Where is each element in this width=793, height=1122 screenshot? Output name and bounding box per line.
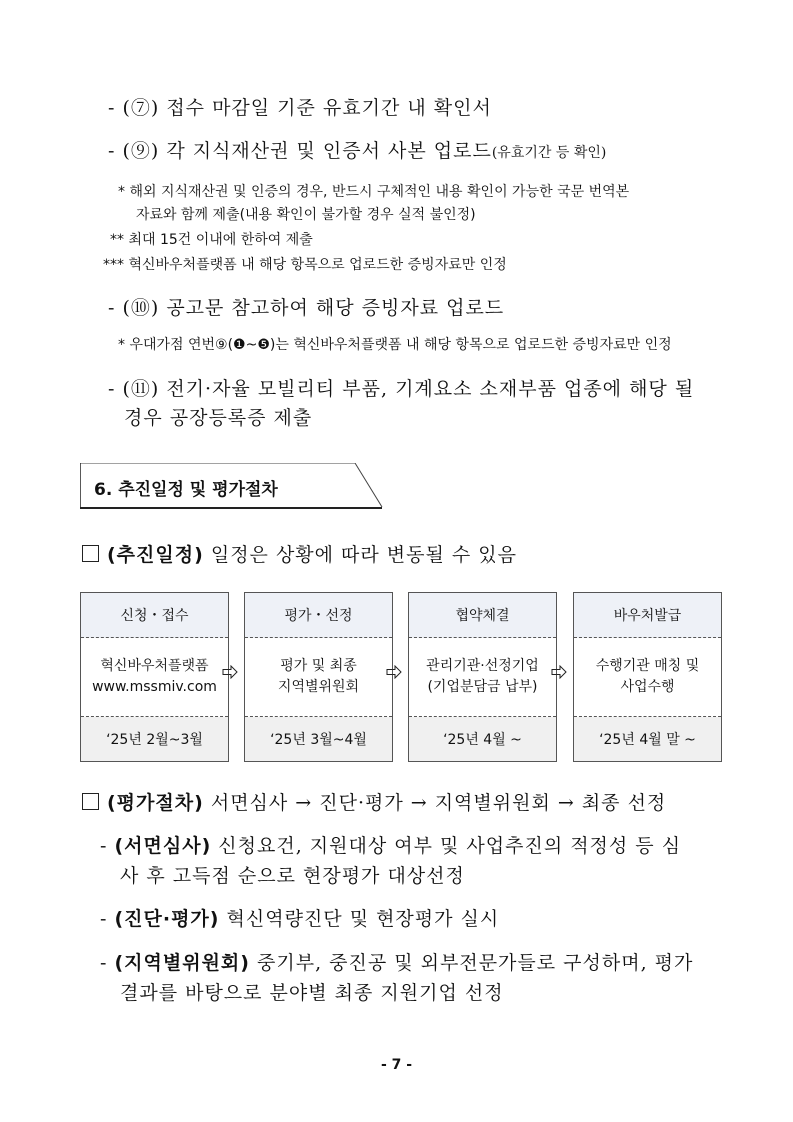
evaluation-text: 서면심사 → 진단·평가 → 지역별위원회 → 최종 선정 [203,792,667,814]
stage-body-line: (기업분담금 납부) [427,679,538,695]
stage-body-line: 관리기관·선정기업 [426,658,539,674]
stage-box [244,592,393,762]
eval-item-label: (지역별위원회) [114,952,250,974]
stage-body-line: 평가 및 최종 [280,658,357,674]
item-prefix: - (⑨) [108,140,167,162]
stage-box [80,592,229,762]
list-item-11: - (⑪) 전기·자율 모빌리티 부품, 기계요소 소재부품 업종에 해당 될 [108,378,695,400]
section-title: 6. 추진일정 및 평가절차 [94,480,278,500]
stage-body-line: 사업수행 [620,679,675,695]
note-line: ** 최대 15건 이내에 한하여 제출 [110,232,313,248]
list-item-10 [108,293,504,320]
checkbox-square-icon [82,793,99,810]
list-item-11-cont: 경우 공장등록증 제출 [124,407,313,429]
stage-title: 평가・선정 [245,593,392,638]
stage-title: 바우처발급 [574,593,721,638]
item-prefix: - (⑩) [108,297,167,319]
list-item-7 [108,93,492,120]
item-text: 각 지식재산권 및 인증서 사본 업로드 [166,140,492,162]
item-suffix: (유효기간 등 확인) [491,145,607,161]
eval-item-committee [100,948,693,975]
stage-body [245,638,392,717]
stage-body [81,638,228,717]
stage-box [408,592,557,762]
eval-item-text: 신청요건, 지원대상 여부 및 사업추진의 적정성 등 심 [211,835,682,857]
list-item-9 [108,136,606,163]
stage-date: ‘25년 4월 말 ~ [574,717,721,761]
eval-item-label: (서면심사) [114,835,212,857]
item-prefix: - (⑦) [108,97,167,119]
evaluation-heading [82,788,666,815]
schedule-heading [82,540,517,567]
stage-title: 협약체결 [409,593,556,638]
item-prefix: - [100,908,115,930]
item-text: 접수 마감일 기준 유효기간 내 확인서 [166,97,492,119]
note-line: 자료와 함께 제출(내용 확인이 불가할 경우 실적 불인정) [136,207,476,223]
right-arrow-icon [222,665,238,679]
note-line: * 우대가점 연번⑨(❶~❺)는 혁신바우처플랫폼 내 해당 항목으로 업로드한 증빙자료만 인정 [118,337,672,353]
eval-item-text: 중기부, 중진공 및 외부전문가들로 구성하며, 평가 [249,952,694,974]
eval-item-text: 혁신역량진단 및 현장평가 실시 [219,908,500,930]
evaluation-label: (평가절차) [107,792,204,814]
stage-date: ‘25년 3월~4월 [245,717,392,761]
item-prefix: - [100,952,115,974]
stage-title: 신청・접수 [81,593,228,638]
eval-item-committee-cont: 결과를 바탕으로 분야별 최종 지원기업 선정 [120,982,504,1004]
stage-box [573,592,722,762]
eval-item-label: (진단·평가) [114,908,220,930]
note-line: * 해외 지식재산권 및 인증의 경우, 반드시 구체적인 내용 확인이 가능한 국문 번역본 [118,184,630,200]
stage-date: ‘25년 4월 ~ [409,717,556,761]
eval-item-document-review-cont: 사 후 고득점 순으로 현장평가 대상선정 [120,865,465,887]
stage-body-line: 혁신바우처플랫폼 [100,658,209,674]
note-line: *** 혁신바우처플랫폼 내 해당 항목으로 업로드한 증빙자료만 인정 [103,257,507,273]
item-text: 공고문 참고하여 해당 증빙자료 업로드 [166,297,505,319]
right-arrow-icon [386,665,402,679]
checkbox-square-icon [82,545,99,562]
eval-item-diagnosis [100,904,499,931]
stage-date: ‘25년 2월~3월 [81,717,228,761]
stage-body [409,638,556,717]
schedule-label: (추진일정) [107,544,204,566]
stage-body-line: 지역별위원회 [277,679,360,695]
item-prefix: - [100,835,115,857]
schedule-text: 일정은 상황에 따라 변동될 수 있음 [203,544,517,566]
eval-item-document-review [100,831,681,858]
page-number: - 7 - [380,1057,413,1073]
stage-body-line: www.mssmiv.com [92,679,217,695]
section-header [80,463,384,509]
right-arrow-icon [551,665,567,679]
stage-body-line: 수행기관 매칭 및 [595,658,700,674]
stage-body [574,638,721,717]
